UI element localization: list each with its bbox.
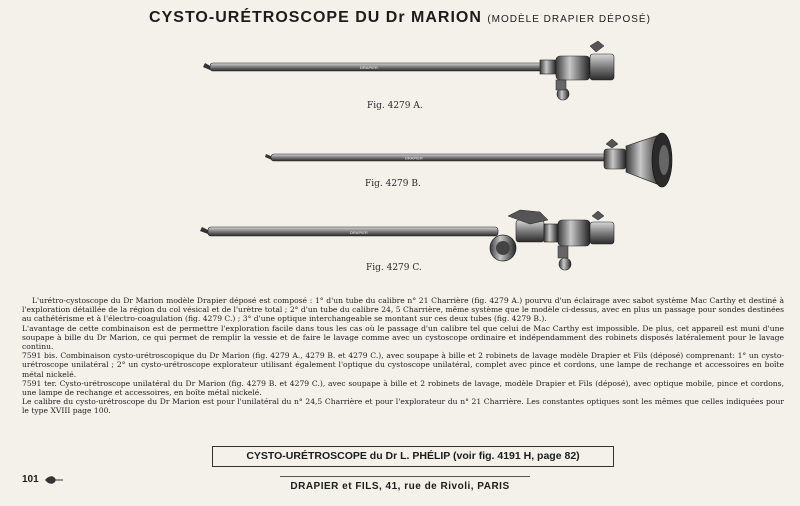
publisher-line: DRAPIER et FILS, 41, rue de Rivoli, PARIS [290, 481, 510, 492]
instrument-figure-b [265, 133, 672, 187]
fig-caption-c: Fig. 4279 C. [366, 263, 422, 273]
paragraph-7591-bis: 7591 bis. Combinaison cysto-urétroscopique du Dr Marion (fig. 4279 A., 4279 B. et 4279 C.), avec soupape à bille et 2 robinets de lavage modèle Drapier et Fils (déposé) comprenant: 1° un cysto-urétroscope unilatéral ; 2° un cysto-urétroscope explorateur utilisant également l'optique du cystoscope unilatéral, complet avec pince et cordons, une lampe de rechange et accessoires en boîte métal nickelé. [22, 351, 784, 379]
cross-reference-box: CYSTO-URÉTROSCOPE du Dr L. PHÉLIP (voir fig. 4191 H, page 82) [212, 446, 614, 467]
page-title [0, 9, 800, 27]
page-title-main: CYSTO-URÉTROSCOPE DU Dr MARION [149, 9, 482, 26]
paragraph-advantage: L'avantage de cette combinaison est de permettre l'exploration facile dans tous les cas où le passage d'un calibre tel que celui de Mac Carthy est impossible. De plus, cet appareil est muni d'une soupape à bille du Dr Marion, ce qui permet de remplir la vessie et de faire le lavage comme avec un cystoscope ordinaire et indépendamment des robinets disposés latéralement pour le lavage continu. [22, 323, 784, 352]
instrument-figure-c [200, 210, 614, 270]
engraving-a: DRAPIER [360, 65, 378, 70]
engraving-b: DRAPIER [405, 155, 423, 161]
page-title-subtitle: (MODÈLE DRAPIER DÉPOSÉ) [487, 14, 651, 25]
paragraph-7591-ter: 7591 ter. Cysto-urétroscope unilatéral du Dr Marion (fig. 4279 B. et 4279 C.), avec soupape à bille et 2 robinets de lavage, modèle Drapier et Fils (déposé), avec optique mobile, pince et cordons, une lampe de rechange et accessoires, en boîte métal nickelé. [22, 378, 784, 398]
fig-caption-b: Fig. 4279 B. [365, 179, 421, 189]
engraving-c: DRAPIER [350, 230, 368, 235]
page-number: 101 [22, 474, 39, 485]
fig-caption-a: Fig. 4279 A. [367, 101, 423, 111]
instrument-figure-a [203, 41, 614, 100]
footer-divider [280, 476, 530, 477]
paragraph-intro: L'urétro-cystoscope du Dr Marion modèle Drapier déposé est composé : 1° d'un tube du calibre n° 21 Charrière (fig. 4279 A.) pourvu d'un éclairage avec sabot système Mac Carthy et destiné à l'exploration détaillée de la région du col vésical et de l'urètre total ; 2° d'un tube du calibre 24, 5 Charrière, même système que le modèle ci-dessus, avec en plus un passage pour sondes destinées au cathétérisme et à l'électro-coagulation (fig. 4279 C.) ; 3° d'une optique interchangeable se montant sur ces deux tubes (fig. 4279 B.). [22, 296, 784, 324]
paragraph-calibre: Le calibre du cysto-urétroscope du Dr Marion est pour l'unilatéral du n° 24,5 Charrière et pour l'explorateur du n° 21 Charrière. Les constantes optiques sont les mêmes que celles indiquées pour le type XVIII page 100. [22, 397, 784, 416]
instrument-illustrations [0, 36, 800, 286]
description-text [22, 296, 784, 416]
